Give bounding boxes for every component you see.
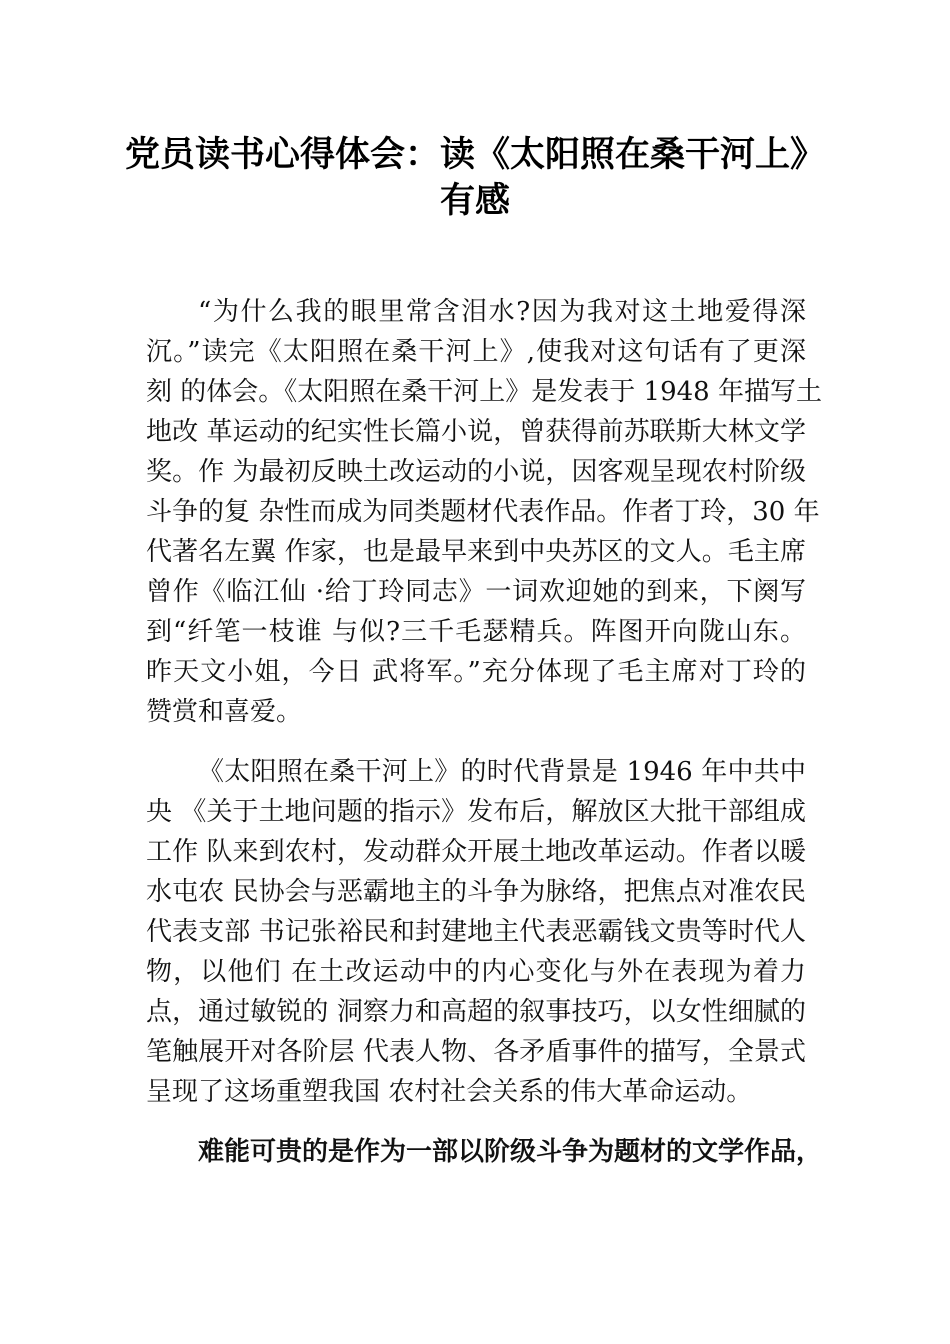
paragraph-2 <box>146 752 806 1112</box>
paragraph-line: 工作 队来到农村，发动群众开展土地改革运动。作者以暖 <box>146 837 806 867</box>
paragraph-line: 笔触展开对各阶层 代表人物、各矛盾事件的描写，全景式 <box>146 1037 806 1067</box>
title-line-1: 党员读书心得体会：读《太阳照在桑干河上》 <box>124 135 825 175</box>
paragraph-line: 斗争的复 杂性而成为同类题材代表作品。作者丁玲，30 年 <box>146 497 820 527</box>
paragraph-line: 代表支部 书记张裕民和封建地主代表恶霸钱文贵等时代人 <box>146 917 806 947</box>
document-title <box>120 132 830 224</box>
paragraph-1 <box>146 292 822 732</box>
paragraph-line: 刻 的体会。《太阳照在桑干河上》是发表于 1948 年描写土 <box>146 377 822 407</box>
paragraph-line: 难能可贵的是作为一部以阶级斗争为题材的文学作品， <box>198 1137 823 1167</box>
paragraph-line: 曾作《临江仙 ·给丁玲同志》一词欢迎她的到来，下阕写 <box>146 577 806 607</box>
paragraph-3 <box>146 1132 823 1172</box>
paragraph-line: 地改 革运动的纪实性长篇小说，曾获得前苏联斯大林文学 <box>146 417 806 447</box>
paragraph-line: 央 《关于土地问题的指示》发布后，解放区大批干部组成 <box>146 797 806 827</box>
paragraph-line: 呈现了这场重塑我国 农村社会关系的伟大革命运动。 <box>146 1077 753 1107</box>
paragraph-line: 赞赏和喜爱。 <box>146 697 303 727</box>
document-body <box>146 292 823 1192</box>
paragraph-line: 水屯农 民协会与恶霸地主的斗争为脉络，把焦点对准农民 <box>146 877 806 907</box>
paragraph-line: 到“纤笔一枝谁 与似?三千毛瑟精兵。阵图开向陇山东。 <box>146 617 806 647</box>
paragraph-line: 《太阳照在桑干河上》的时代背景是 1946 年中共中 <box>198 757 806 787</box>
paragraph-line: 物，以他们 在土改运动中的内心变化与外在表现为着力 <box>146 957 806 987</box>
paragraph-line: 点，通过敏锐的 洞察力和高超的叙事技巧，以女性细腻的 <box>146 997 806 1027</box>
title-line-2: 有感 <box>439 181 510 221</box>
paragraph-line: 奖。作 为最初反映土改运动的小说，因客观呈现农村阶级 <box>146 457 806 487</box>
paragraph-line: 代著名左翼 作家，也是最早来到中央苏区的文人。毛主席 <box>146 537 806 567</box>
paragraph-line: 昨天文小姐，今日 武将军。”充分体现了毛主席对丁玲的 <box>146 657 806 687</box>
paragraph-line: “为什么我的眼里常含泪水?因为我对这土地爱得深 <box>198 297 806 327</box>
paragraph-line: 沉。”读完《太阳照在桑干河上》,使我对这句话有了更深 <box>146 337 806 367</box>
